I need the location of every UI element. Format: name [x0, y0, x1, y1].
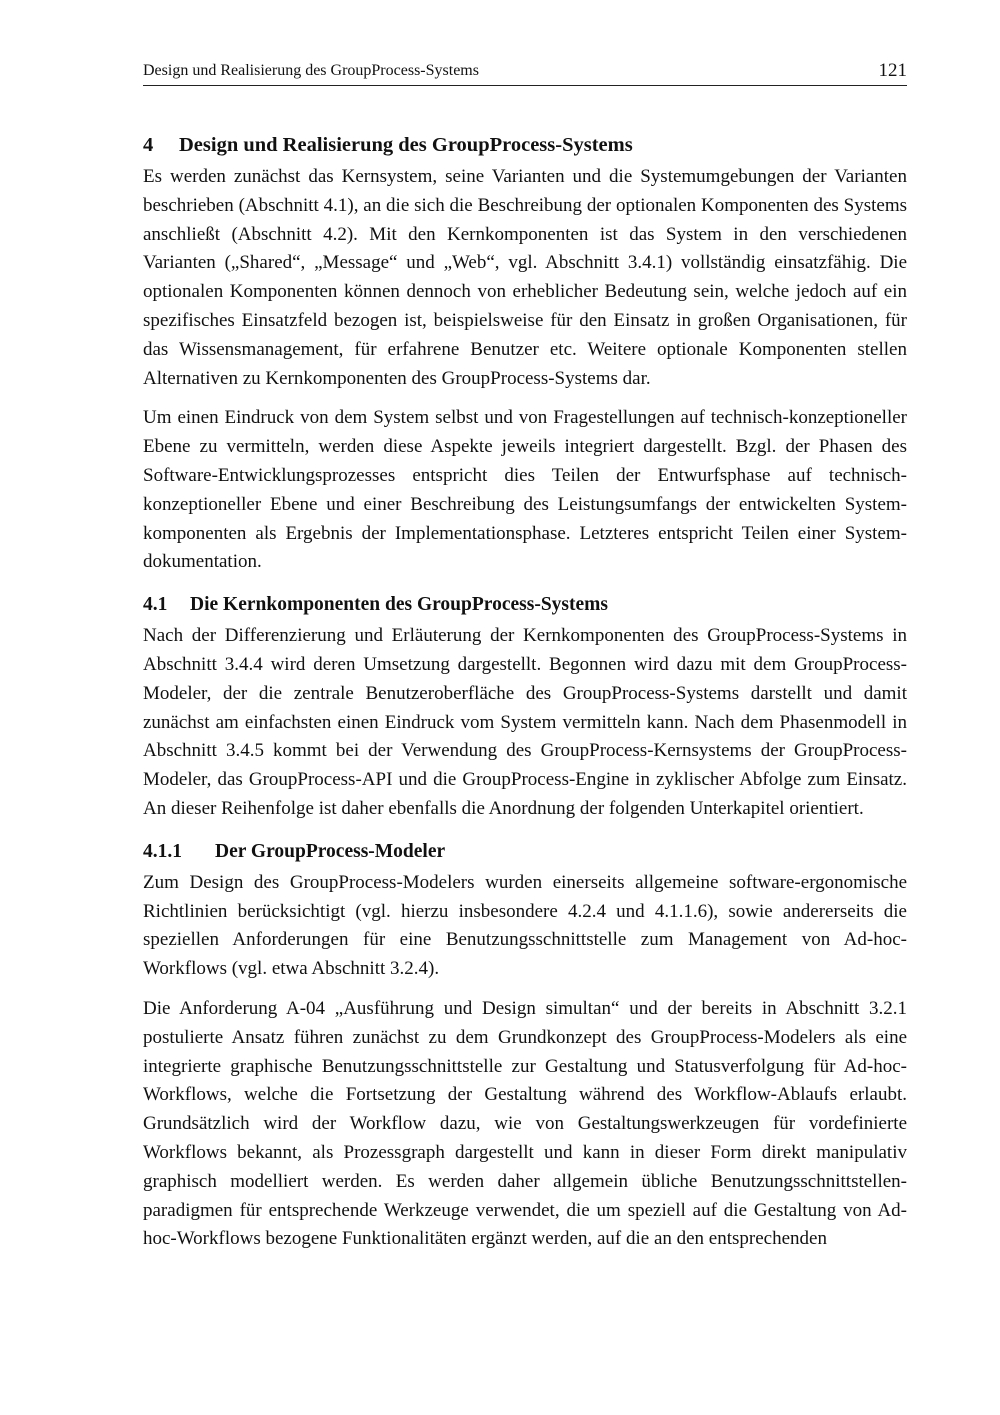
section-heading: [143, 588, 907, 622]
paragraph: Es werden zunächst das Kernsystem, seine Varianten und die Systemumgebungen der Varianten beschrieben (Abschnitt 4.1), an die sich die Beschreibung der optionalen Komponenten des Systems anschließt (Abschnitt 4.2). Mit den Kernkomponenten ist das System in den verschiedenen Varianten („Shared“, „Message“ und „Web“, vgl. Abschnitt 3.4.1) vollständig einsatzfähig. Die optionalen Komponenten können dennoch von erheblicher Bedeutung sein, welche jedoch auf ein spezifisches Einsatzfeld bezogen ist, beispielsweise für den Einsatz in großen Organisationen, für das Wissensmanagement, für erfahrene Benutzer etc. Weitere optionale Komponenten stellen Alternativen zu Kernkomponenten des GroupProcess-Systems dar.: [143, 166, 907, 389]
paragraph: Die Anforderung A-04 „Ausführung und Design simultan“ und der bereits in Abschnitt 3.2.1 postulierte Ansatz führen zunächst zu dem Grundkonzept des GroupProcess-Modelers als eine integrierte graphische Benutzungsschnittstelle zur Gestaltung und Statusverfolgung für Ad-hoc-Workflows, welche die Fortsetzung der Gestaltung während des Workflow-Ablaufs erlaubt. Grundsätzlich wird der Workflow dazu, wie von Gestaltungswerkzeugen für vordefinierte Workflows bekannt, als Prozessgraph dargestellt und kann in dieser Form direkt manipulativ graphisch modelliert werden. Es werden daher allgemein übliche Benutzungsschnittstellenparadigmen für entsprechende Werkzeuge verwendet, die um speziell auf die Gestaltung von Ad-hoc-Workflows bezogene Funktionalitäten ergänzt werden, auf die an den entsprechenden: [143, 997, 907, 1250]
running-header-title: Design und Realisierung des GroupProcess-Systems: [143, 62, 479, 79]
subsection-number: 4.1.1: [143, 840, 182, 862]
running-header: [143, 60, 907, 86]
chapter-heading: [143, 127, 907, 163]
chapter-number: 4: [143, 134, 154, 156]
subsection-heading: [143, 835, 907, 869]
subsection-title: Der GroupProcess-Modeler: [215, 840, 446, 862]
section-number: 4.1: [143, 594, 168, 616]
section-title: Die Kernkomponenten des GroupProcess-Systems: [190, 594, 608, 616]
page-number: 121: [878, 60, 907, 81]
chapter-title: Design und Realisierung des GroupProcess-Systems: [179, 134, 633, 156]
paragraph: Zum Design des GroupProcess-Modelers wurden einerseits allgemeine software-ergonomische Richtlinien berücksichtigt (vgl. hierzu insbesondere 4.2.4 und 4.1.1.6), sowie andererseits die speziellen Anforderungen für eine Benutzungsschnittstelle zum Management von Ad-hoc-Workflows (vgl. etwa Abschnitt 3.2.4).: [143, 871, 907, 980]
page-body: [143, 127, 907, 1265]
paragraph: Nach der Differenzierung und Erläuterung der Kernkomponenten des GroupProcess-Systems in Abschnitt 3.4.4 wird deren Umsetzung dargestellt. Begonnen wird dazu mit dem GroupProcess-Modeler, der die zentrale Benutzeroberfläche des GroupProcess-Systems darstellt und damit zunächst am einfachsten einen Eindruck vom System vermitteln kann. Nach dem Phasenmodell in Abschnitt 3.4.5 kommt bei der Verwendung des GroupProcess-Kernsystems der GroupProcess-Modeler, das GroupProcess-API und die GroupProcess-Engine in zyklischer Abfolge zum Einsatz. An dieser Reihenfolge ist daher ebenfalls die Anordnung der folgenden Unterkapitel orientiert.: [143, 625, 907, 819]
paragraph: Um einen Eindruck von dem System selbst und von Fragestellungen auf technisch-konzeptioneller Ebene zu vermitteln, werden diese Aspekte jeweils integriert dargestellt. Bzgl. der Phasen des Software-Entwicklungsprozesses entspricht dies Teilen der Entwurfsphase auf technisch-konzeptioneller Ebene und einer Beschreibung des Leistungsumfangs der entwickelten Systemkomponenten als Ergebnis der Implementationsphase. Letzteres entspricht Teilen einer Systemdokumentation.: [143, 407, 907, 573]
